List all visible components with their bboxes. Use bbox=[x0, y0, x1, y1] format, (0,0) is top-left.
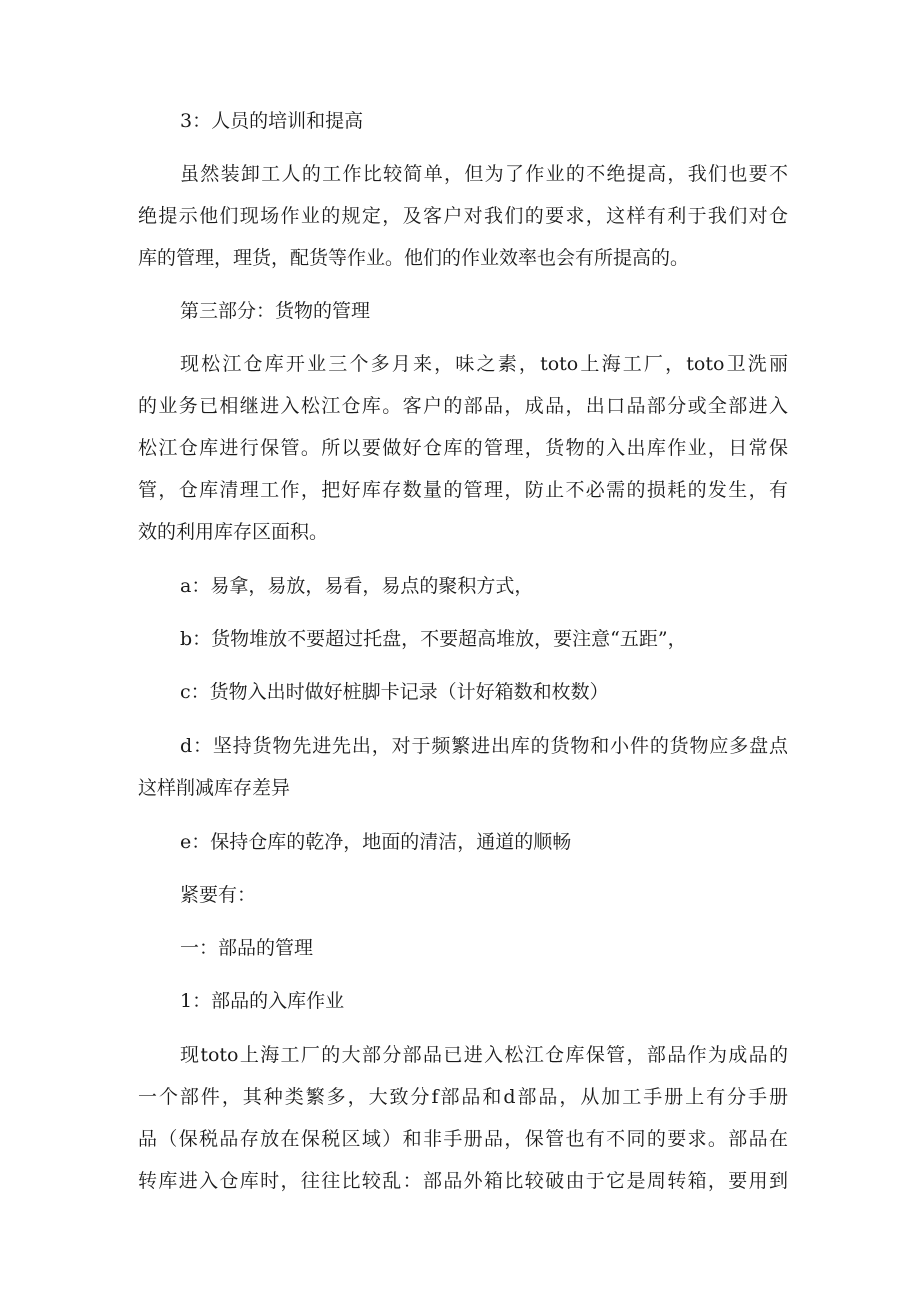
paragraph-line: 绝提示他们现场作业的规定，及客户对我们的要求，这样有利于我们对仓 bbox=[138, 205, 788, 227]
paragraph-line: 现松江仓库开业三个多月来，味之素，toto上海工厂，toto卫洗丽 bbox=[180, 353, 788, 375]
paragraph-line: 松江仓库进行保管。所以要做好仓库的管理，货物的入出库作业，日常保 bbox=[138, 437, 788, 459]
subheading-key: 紧要有： bbox=[180, 884, 257, 906]
list-item-c: c：货物入出时做好桩脚卡记录（计好箱数和枚数） bbox=[180, 681, 609, 703]
list-item-d-cont: 这样削减库存差异 bbox=[138, 777, 291, 799]
subheading-parts: 一：部品的管理 bbox=[180, 937, 314, 959]
paragraph-line: 虽然装卸工人的工作比较简单，但为了作业的不绝提高，我们也要不 bbox=[180, 163, 788, 185]
paragraph-line: 库的管理，理货，配货等作业。他们的作业效率也会有所提高的。 bbox=[138, 247, 690, 269]
paragraph-line: 转库进入仓库时，往往比较乱：部品外箱比较破由于它是周转箱，要用到 bbox=[138, 1170, 788, 1192]
paragraph-line: 管，仓库清理工作，把好库存数量的管理，防止不必需的损耗的发生，有 bbox=[138, 479, 788, 501]
section-heading-part3: 第三部分：货物的管理 bbox=[180, 300, 371, 322]
list-item-e: e：保持仓库的乾净，地面的清洁，通道的顺畅 bbox=[180, 831, 572, 853]
paragraph-line: 现toto上海工厂的大部分部品已进入松江仓库保管，部品作为成品的 bbox=[180, 1044, 788, 1066]
subheading-inbound: 1：部品的入库作业 bbox=[180, 990, 345, 1012]
list-item-d: d：坚持货物先进先出，对于频繁进出库的货物和小件的货物应多盘点 bbox=[180, 735, 788, 757]
paragraph-line: 效的利用库存区面积。 bbox=[138, 521, 329, 543]
list-item-a: a：易拿，易放，易看，易点的聚积方式， bbox=[180, 575, 534, 597]
paragraph-line: 品（保税品存放在保税区域）和非手册品，保管也有不同的要求。部品在 bbox=[138, 1128, 788, 1150]
heading-training: 3：人员的培训和提高 bbox=[180, 110, 364, 132]
paragraph-line: 一个部件，其种类繁多，大致分f部品和d部品，从加工手册上有分手册 bbox=[138, 1086, 788, 1108]
paragraph-line: 的业务已相继进入松江仓库。客户的部品，成品，出口品部分或全部进入 bbox=[138, 395, 788, 417]
list-item-b: b：货物堆放不要超过托盘，不要超高堆放，要注意“五距”， bbox=[180, 628, 687, 650]
